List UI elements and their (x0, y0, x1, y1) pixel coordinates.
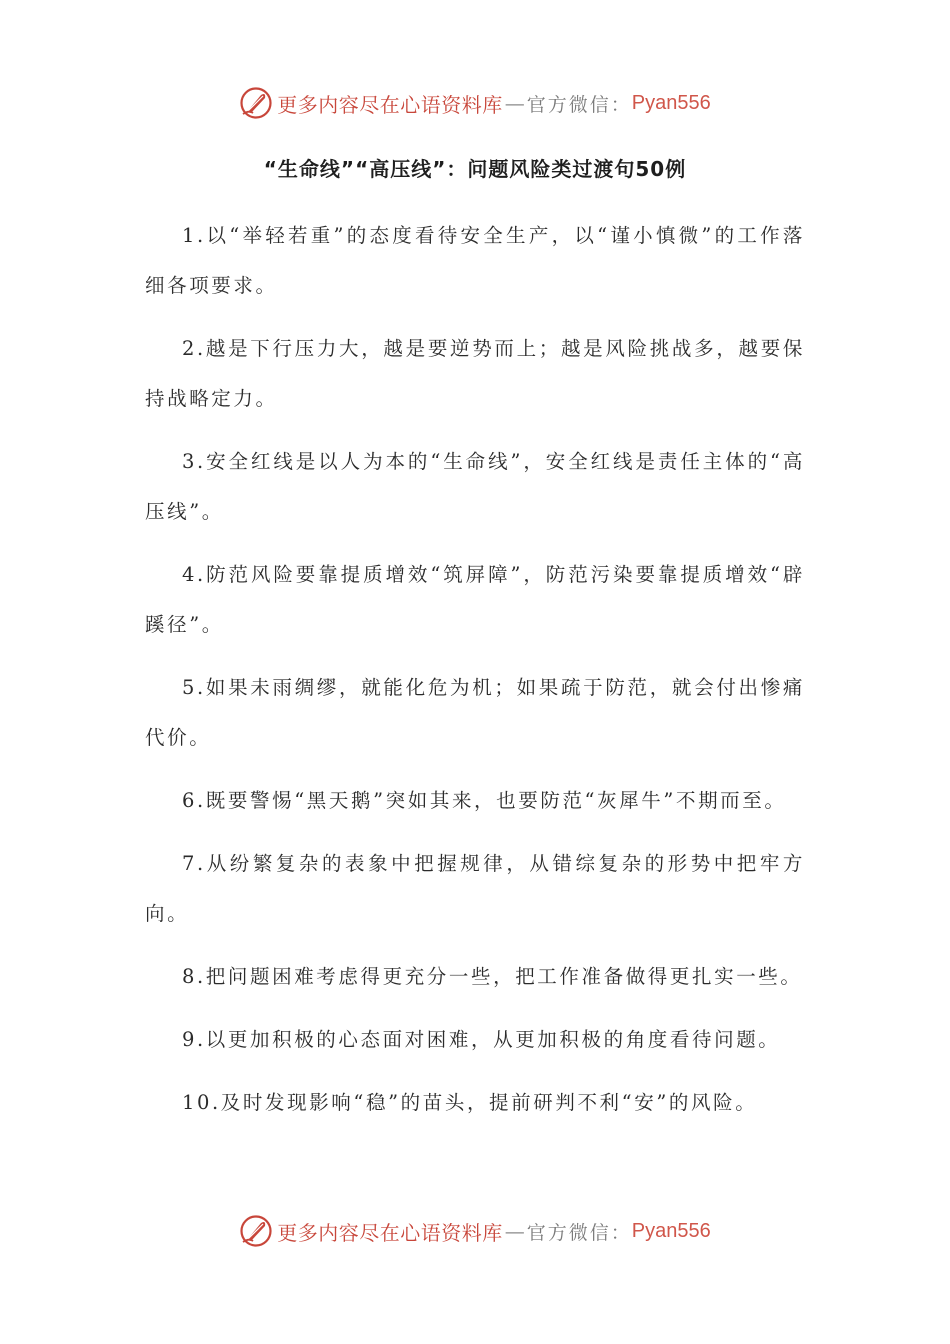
list-item: 6.既要警惕“黑天鹅”突如其来，也要防范“灰犀牛”不期而至。 (182, 789, 787, 812)
list-item: 4.防范风险要靠提质增效“筑屏障”，防范污染要靠提质增效“辟蹊径”。 (145, 563, 805, 636)
list-item: 10.及时发现影响“稳”的苗头，提前研判不利“安”的风险。 (182, 1091, 758, 1114)
sentence-list (145, 211, 805, 1141)
list-item: 2.越是下行压力大，越是要逆势而上；越是风险挑战多，越要保持战略定力。 (145, 337, 805, 410)
document-title: “生命线”“高压线”：问题风险类过渡句50例 (263, 157, 687, 181)
list-item: 5.如果未雨绸缪，就能化危为机；如果疏于防范，就会付出惨痛代价。 (145, 676, 805, 749)
banner-site-text: 更多内容尽在心语资料库 (277, 1220, 503, 1245)
banner-wechat-id: Pyan556 (631, 1219, 711, 1242)
quill-pen-logo-icon (239, 1214, 273, 1248)
header-banner (0, 83, 950, 123)
list-item: 3.安全红线是以人为本的“生命线”，安全红线是责任主体的“高压线”。 (145, 450, 805, 523)
list-item: 1.以“举轻若重”的态度看待安全生产，以“谨小慎微”的工作落细各项要求。 (145, 224, 805, 297)
banner-wechat-label: 官方微信： (526, 1221, 632, 1244)
list-item: 9.以更加积极的心态面对困难，从更加积极的角度看待问题。 (182, 1028, 781, 1051)
list-item: 8.把问题困难考虑得更充分一些，把工作准备做得更扎实一些。 (182, 965, 803, 988)
footer-banner (0, 1211, 950, 1251)
banner-wechat-label: 官方微信： (526, 93, 632, 116)
banner-site-text: 更多内容尽在心语资料库 (277, 92, 503, 117)
banner-dash: — (504, 91, 525, 115)
quill-pen-logo-icon (239, 86, 273, 120)
banner-dash: — (504, 1219, 525, 1243)
banner-wechat-id: Pyan556 (631, 91, 711, 114)
list-item: 7.从纷繁复杂的表象中把握规律，从错综复杂的形势中把牢方向。 (145, 852, 805, 925)
